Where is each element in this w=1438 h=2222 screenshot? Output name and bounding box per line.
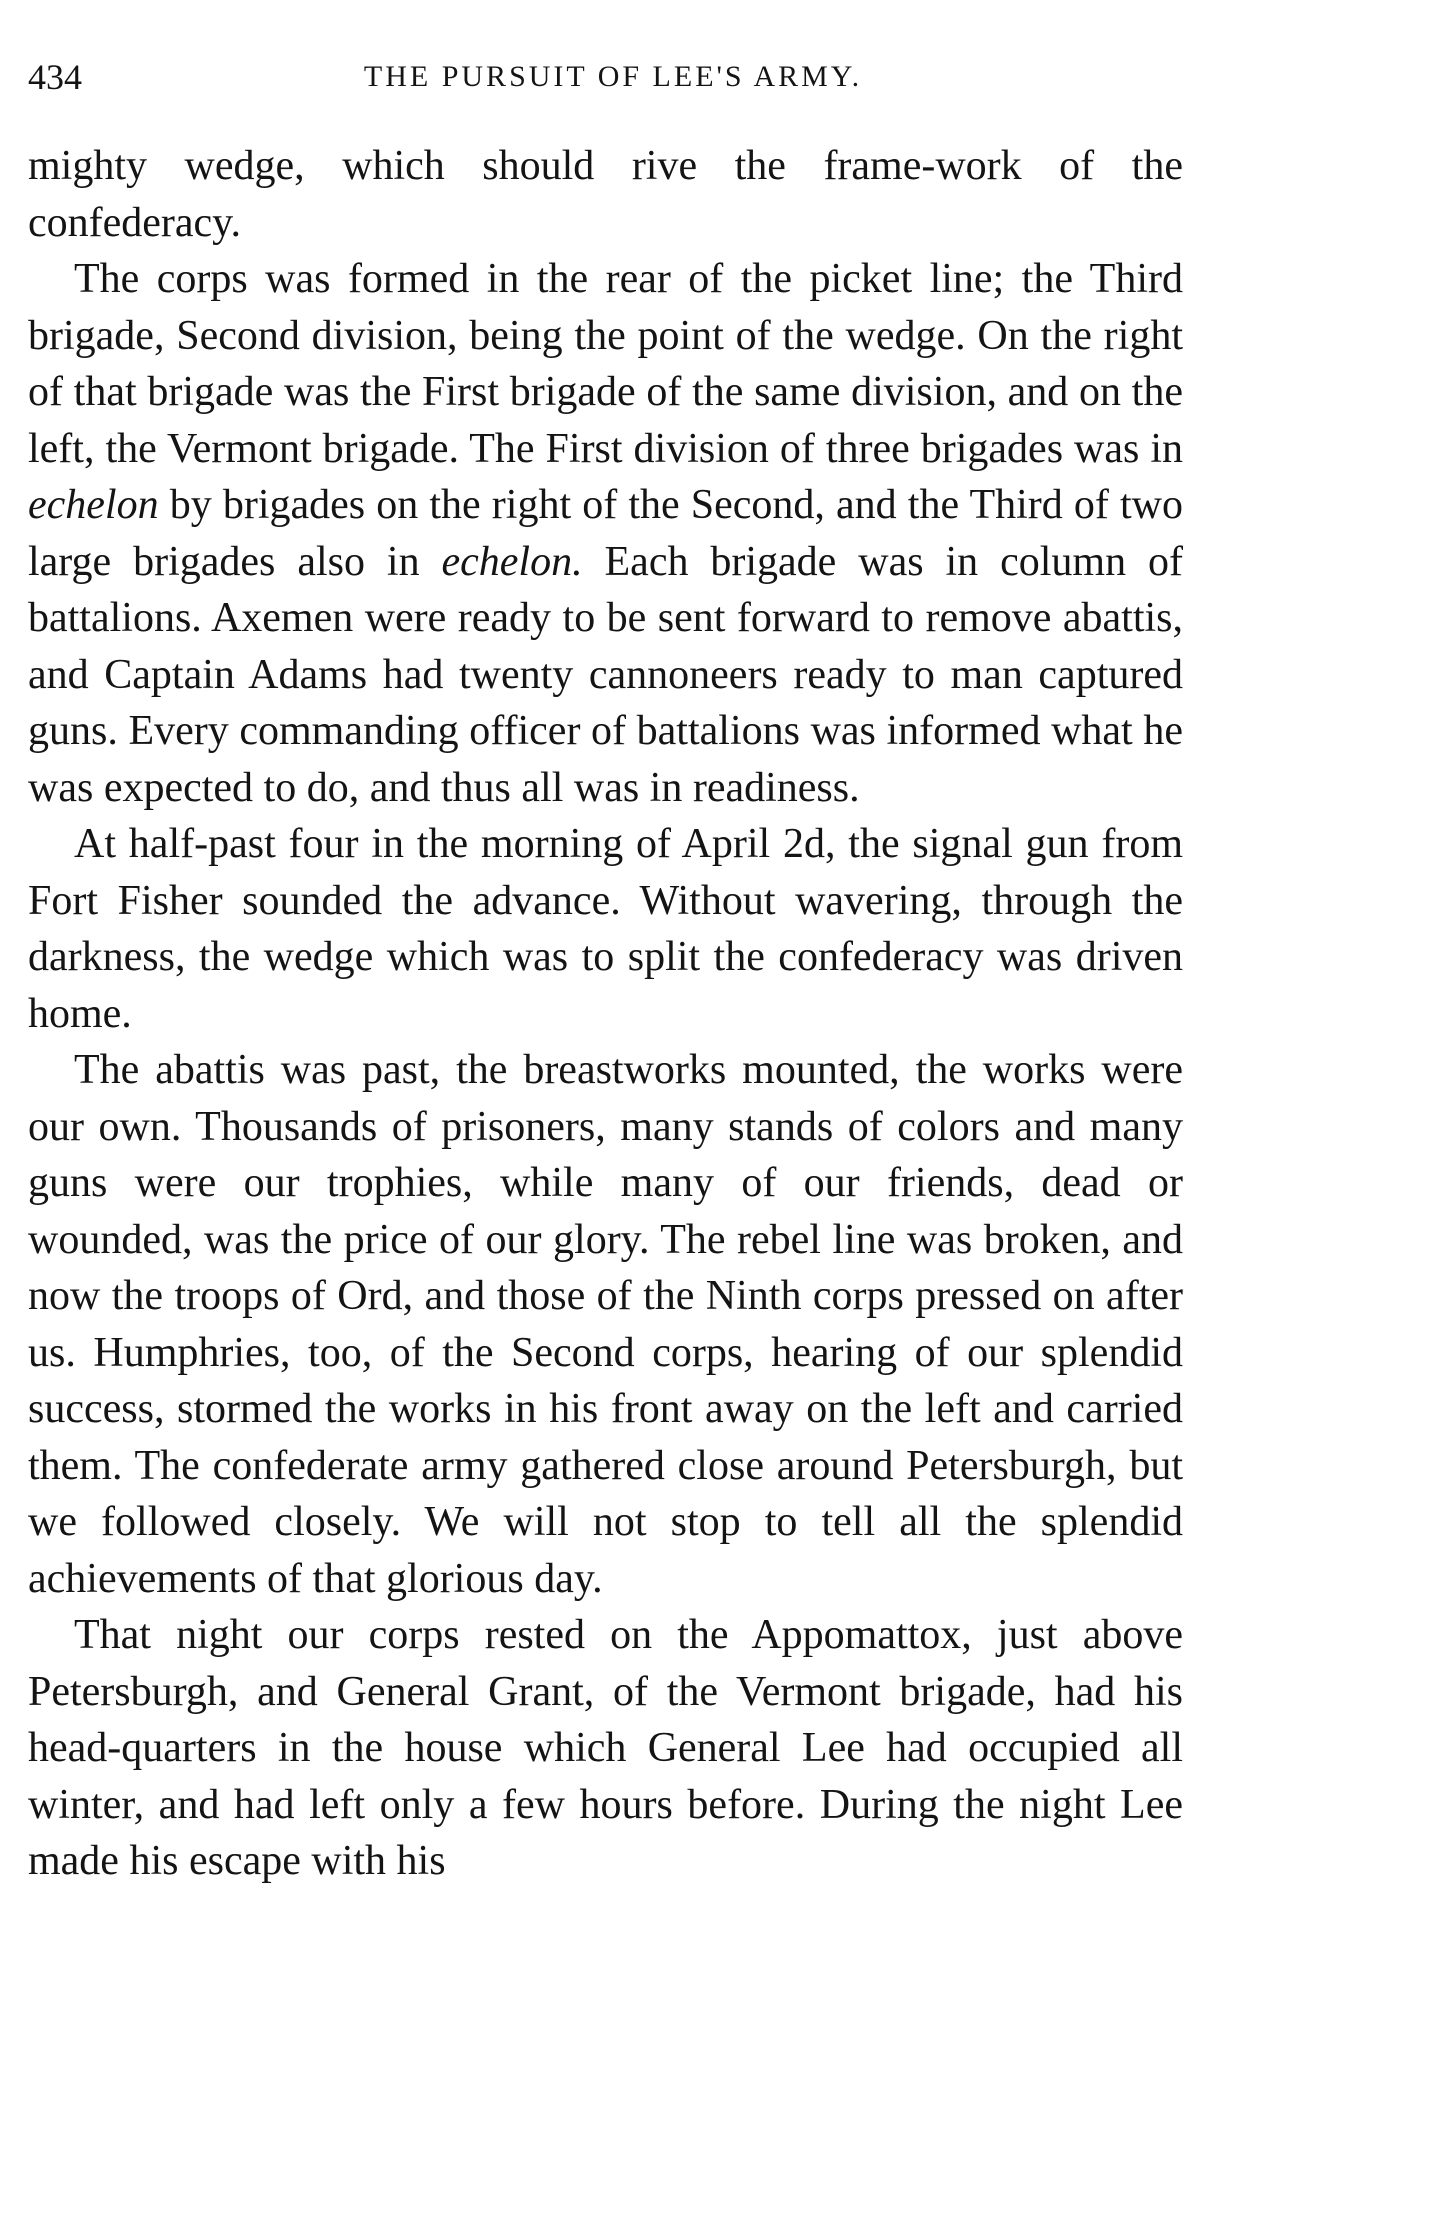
paragraph-2-text-a: The corps was formed in the rear of the picket line; the Third brigade, Second division, being the point of the wedge. On the right of that brigade was the First brigade of the same division, and on the left, the Vermont brigade. The First division of three brigades was in [28,256,1183,472]
paragraph-1-text: mighty wedge, which should rive the frame-work of the confederacy. [28,143,1183,246]
paragraph-2-text-b: by brigades on the right of the Second, and the Third of two large brigades also in [28,482,1183,585]
running-title: THE PURSUIT OF LEE'S ARMY. [363,60,863,93]
paragraph-4-text: The abattis was past, the breastworks mounted, the works were our own. Thousands of prisoners, many stands of colors and many guns were our trophies, while many of our friends, dead or wounded, was the price of our glory. The rebel line was broken, and now the troops of Ord, and those of the Ninth corps pressed on after us. Humphries, too, of the Second corps, hearing of our splendid success, stormed the works in his front away on the left and carried them. The confederate army gathered close around Petersburgh, but we followed closely. We will not stop to tell all the splendid achievements of that glorious day. [28,1047,1183,1602]
paragraph-2-italic-echelon-1: echelon [28,482,159,528]
body-text [28,138,1183,1890]
paragraph-2 [28,251,1183,816]
paragraph-3 [28,816,1183,1042]
page-number: 434 [28,57,82,97]
paragraph-4 [28,1042,1183,1607]
paragraph-1 [28,138,1183,251]
paragraph-3-text: At half-past four in the morning of April 2d, the signal gun from Fort Fisher sounded the advance. Without wavering, through the darkness, the wedge which was to split the confederacy was driven home. [28,821,1183,1037]
paragraph-5-text: That night our corps rested on the Appomattox, just above Petersburgh, and General Grant, of the Vermont brigade, had his head-quarters in the house which General Lee had occupied all winter, and had left only a few hours before. During the night Lee made his escape with his [28,1612,1183,1884]
paragraph-2-italic-echelon-2: echelon. [441,538,583,585]
page-header [28,52,1198,102]
paragraph-2-text-c: Each brigade was in column of battalions. Axemen were ready to be sent forward to remove abattis, and Captain Adams had twenty cannoneers ready to man captured guns. Every commanding officer of battalions was informed what he was expected to do, and thus all was in readiness. [28,538,1183,811]
paragraph-5 [28,1607,1183,1890]
